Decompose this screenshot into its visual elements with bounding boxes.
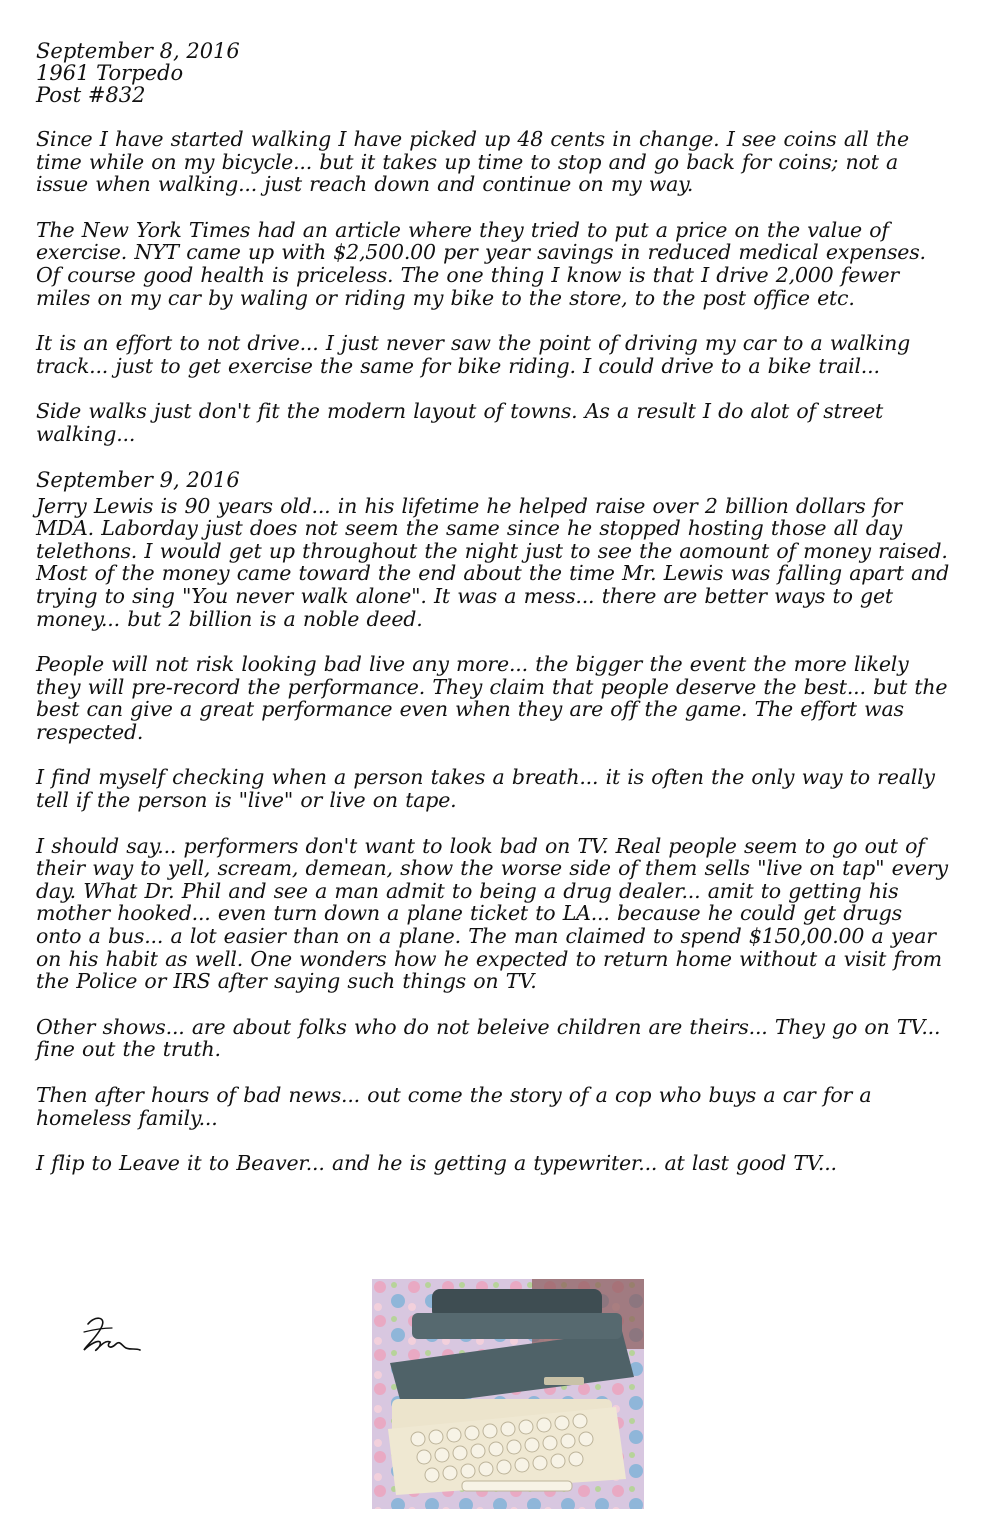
header-subject: 1961 Torpedo bbox=[36, 61, 184, 85]
handwritten-signature-icon bbox=[76, 1310, 146, 1358]
entry-september-8 bbox=[36, 128, 952, 446]
paragraph: I flip to Leave it to Beaver... and he is getting a typewriter... at last good TV... bbox=[36, 1151, 837, 1176]
paragraph: People will not risk looking bad live any more... the bigger the event the more likely they will pre-record the performance. They claim that people deserve the best... but the best can give a great performance even when they are off the game. The effort was respected. bbox=[36, 652, 948, 744]
letter bbox=[36, 40, 952, 1198]
entry-september-9 bbox=[36, 469, 952, 1175]
header-date: September 8, 2016 bbox=[36, 39, 240, 63]
typewriter-photo-icon bbox=[372, 1279, 644, 1509]
paragraph: Since I have started walking I have picked up 48 cents in change. I see coins all the time while on my bicycle... but it takes up time to stop and go back for coins; not a issue when walking... just reach down and continue on my way. bbox=[36, 127, 909, 197]
paragraph: Side walks just don't fit the modern layout of towns. As a result I do alot of street walking... bbox=[36, 399, 884, 446]
entry-date: September 9, 2016 bbox=[36, 467, 240, 492]
paragraph: It is an effort to not drive... I just never saw the point of driving my car to a walking track... just to get exercise the same for bike riding. I could drive to a bike trail... bbox=[36, 331, 911, 378]
header-post-number: Post #832 bbox=[36, 83, 146, 107]
paragraph: Other shows... are about folks who do not beleive children are theirs... They go on TV... fine out the truth. bbox=[36, 1014, 941, 1062]
letter-header bbox=[36, 40, 952, 106]
paragraph: I find myself checking when a person takes a breath... it is often the only way to really tell if the person is "live" or live on tape. bbox=[36, 765, 935, 813]
paragraph: The New York Times had an article where they tried to put a price on the value of exercise. NYT came up with $2,500.00 per year savings in reduced medical expenses. Of course good health is priceless. The one thing I know is that I drive 2,000 fewer miles on my car by waling or riding my bike to the store, to the post office etc. bbox=[36, 217, 926, 310]
paragraph: Jerry Lewis is 90 years old... in his lifetime he helped raise over 2 billion dollars for MDA. Laborday just does not seem the same since he stopped hosting those all day telethons. I would get up throughout the night just to see the aomount of money raised. Most of the money came toward the end about the time Mr. Lewis was falling apart and trying to sing "You never walk alone". It was a mess... there are better ways to get money... but 2 billion is a noble deed. bbox=[36, 493, 950, 631]
paragraph: I should say... performers don't want to look bad on TV. Real people seem to go out of their way to yell, scream, demean, show the worse side of them sells "live on tap" every day. What Dr. Phil and see a man admit to being a drug dealer... amit to getting his mother hooked... even turn down a plane ticket to LA... because he could get drugs onto a bus... a lot easier than on a plane. The man claimed to spend $150,00.00 a year on his habit as well. One wonders how he expected to return home without a visit from the Police or IRS after saying such things on TV. bbox=[36, 833, 948, 994]
paragraph: Then after hours of bad news... out come the story of a cop who buys a car for a homeless family... bbox=[36, 1083, 872, 1130]
